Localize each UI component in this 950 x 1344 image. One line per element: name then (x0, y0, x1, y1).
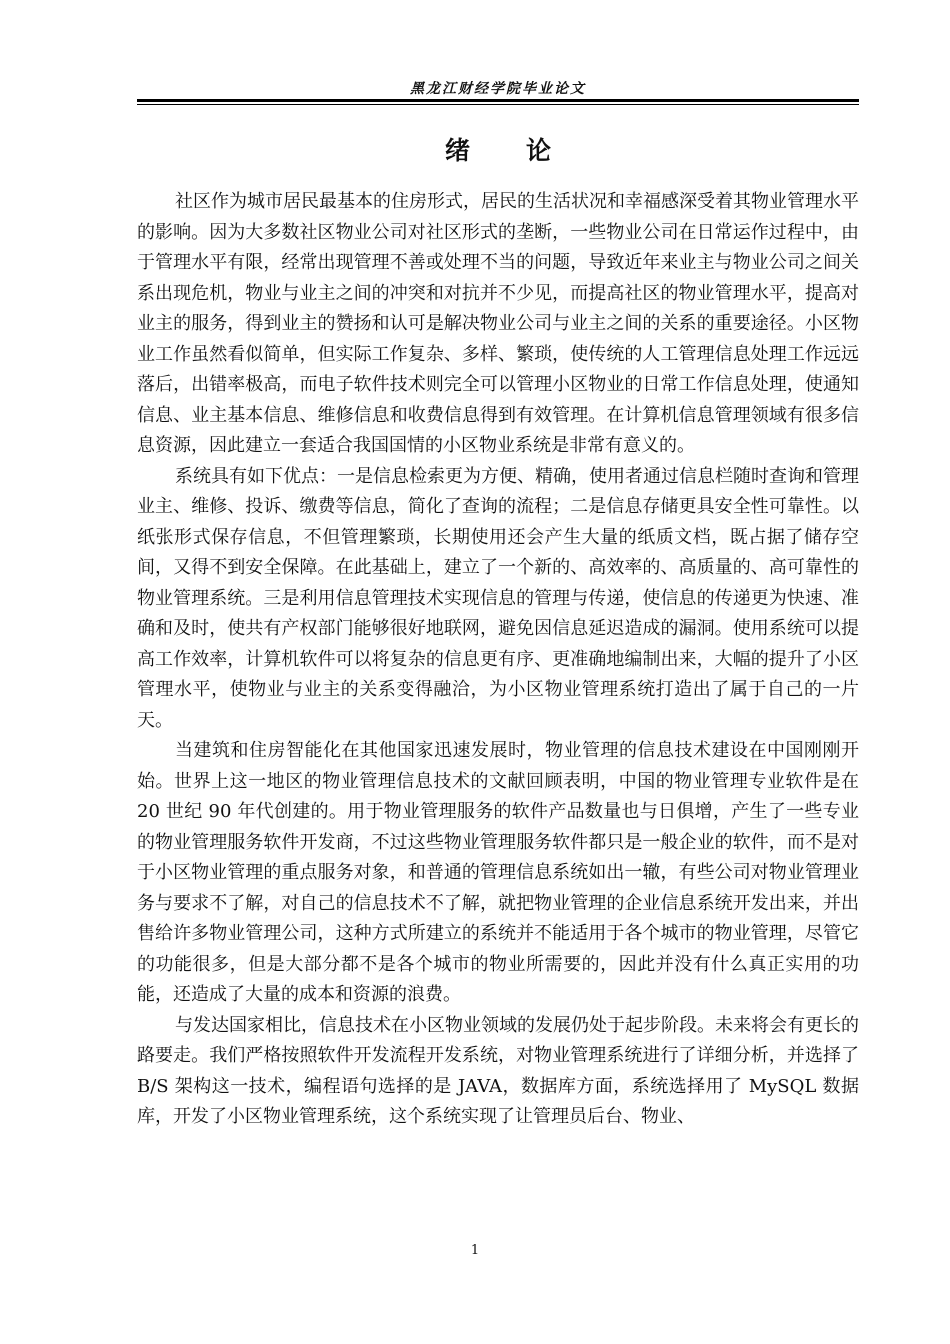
paragraph-2: 系统具有如下优点：一是信息检索更为方便、精确，使用者通过信息栏随时查询和管理业主、维修、投诉、缴费等信息，简化了查询的流程；二是信息存储更具安全性可靠性。以纸张形式保存信息，不但管理繁琐，长期使用还会产生大量的纸质文档，既占据了储存空间，又得不到安全保障。在此基础上，建立了一个新的、高效率的、高质量的、高可靠性的物业管理系统。三是利用信息管理技术实现信息的管理与传递，使信息的传递更为快速、准确和及时，使共有产权部门能够很好地联网，避免因信息延迟造成的漏洞。使用系统可以提高工作效率，计算机软件可以将复杂的信息更有序、更准确地编制出来，大幅的提升了小区管理水平，使物业与业主的关系变得融洽，为小区物业管理系统打造出了属于自己的一片天。 (137, 465, 859, 731)
chapter-title (137, 134, 859, 168)
paragraph-4: 与发达国家相比，信息技术在小区物业领域的发展仍处于起步阶段。未来将会有更长的路要走。我们严格按照软件开发流程开发系统，对物业管理系统进行了详细分析，并选择了 B/S 架构这一技术，编程语句选择的是 JAVA，数据库方面，系统选择用了 MySQL 数据库，开发了小区物业管理系统，这个系统实现了让管理员后台、物业、 (137, 1014, 859, 1127)
body-text (137, 187, 859, 1133)
header-rule-thin (137, 104, 859, 105)
page-number: 1 (470, 1243, 480, 1258)
paragraph-3: 当建筑和住房智能化在其他国家迅速发展时，物业管理的信息技术建设在中国刚刚开始。世界上这一地区的物业管理信息技术的文献回顾表明，中国的物业管理专业软件是在 20 世纪 90 年代创建的。用于物业管理服务的软件产品数量也与日俱增，产生了一些专业的物业管理服务软件开发商，不过这些物业管理服务软件都只是一般企业的软件，而不是对于小区物业管理的重点服务对象，和普通的管理信息系统如出一辙，有些公司对物业管理业务与要求不了解，对自己的信息技术不了解，就把物业管理的企业信息系统开发出来，并出售给许多物业管理公司，这种方式所建立的系统并不能适用于各个城市的物业管理，尽管它的功能很多，但是大部分都不是各个城市的物业所需要的，因此并没有什么真正实用的功能，还造成了大量的成本和资源的浪费。 (137, 740, 859, 1005)
paragraph-1: 社区作为城市居民最基本的住房形式，居民的生活状况和幸福感深受着其物业管理水平的影响。因为大多数社区物业公司对社区形式的垄断，一些物业公司在日常运作过程中，由于管理水平有限，经常出现管理不善或处理不当的问题，导致近年来业主与物业公司之间关系出现危机，物业与业主之间的冲突和对抗并不少见，而提高社区的物业管理水平，提高对业主的服务，得到业主的赞扬和认可是解决物业公司与业主之间的关系的重要途径。小区物业工作虽然看似简单，但实际工作复杂、多样、繁琐，使传统的人工管理信息处理工作远远落后，出错率极高，而电子软件技术则完全可以管理小区物业的日常工作信息处理，使通知信息、业主基本信息、维修信息和收费信息得到有效管理。在计算机信息管理领域有很多信息资源，因此建立一套适合我国国情的小区物业系统是非常有意义的。 (137, 191, 859, 456)
title-char-1: 绪 (444, 136, 470, 165)
header-rule-thick (137, 99, 859, 102)
running-header: 黑龙江财经学院毕业论文 (410, 81, 586, 97)
title-char-2: 论 (526, 136, 552, 165)
